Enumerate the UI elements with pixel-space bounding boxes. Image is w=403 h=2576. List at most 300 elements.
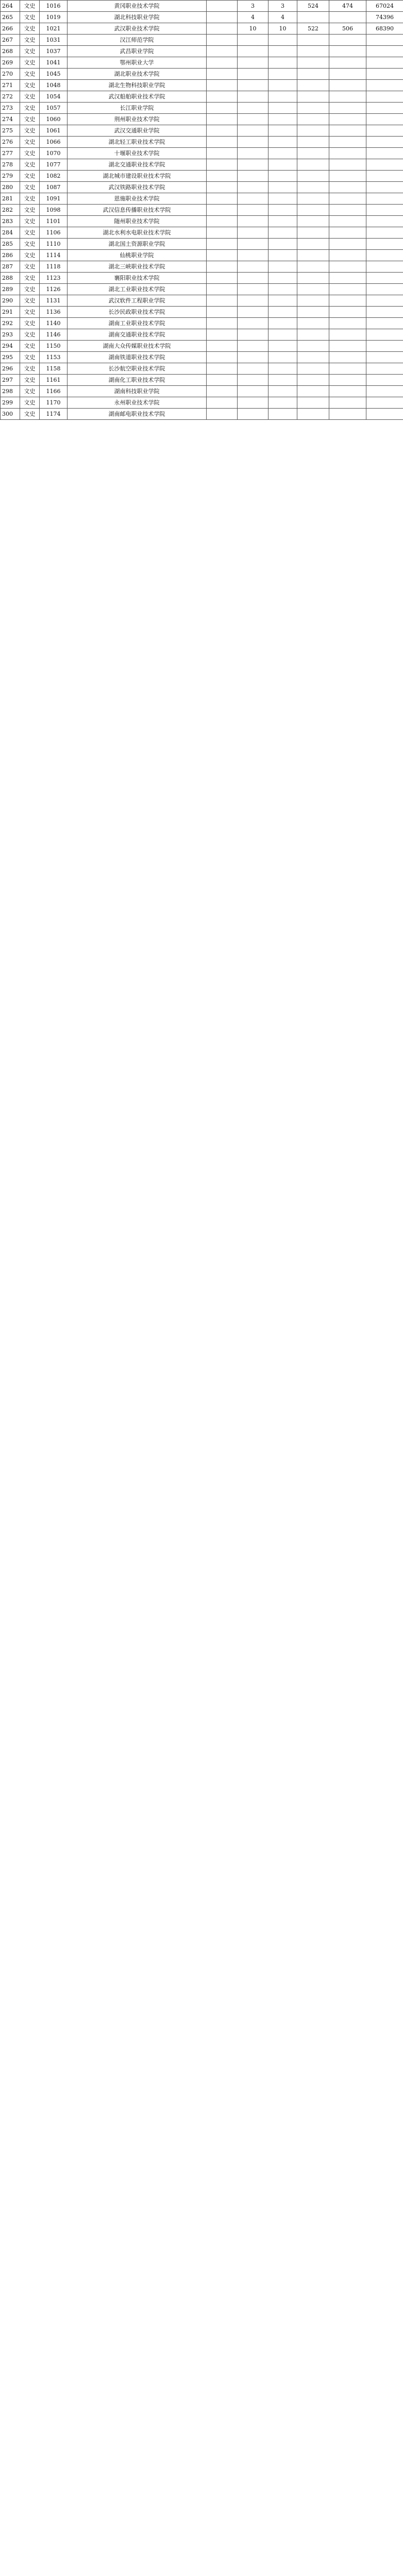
school-code-cell: 1150: [40, 341, 68, 352]
col-7-cell: [268, 318, 297, 329]
school-code-cell: 1170: [40, 397, 68, 409]
col-7-cell: [268, 409, 297, 420]
col-6-cell: [238, 91, 268, 103]
col-9-cell: [329, 12, 366, 23]
col-8-cell: [297, 318, 329, 329]
school-code-cell: 1060: [40, 114, 68, 125]
row-index-cell: 282: [1, 205, 20, 216]
school-code-cell: 1140: [40, 318, 68, 329]
subject-type-cell: 文史: [20, 159, 40, 171]
table-row: [1, 273, 403, 284]
subject-type-cell: 文史: [20, 182, 40, 193]
col-5-cell: [207, 69, 238, 80]
col-6-cell: [238, 307, 268, 318]
row-index-cell: 287: [1, 261, 20, 273]
col-9-cell: [329, 69, 366, 80]
school-code-cell: 1021: [40, 23, 68, 35]
col-6-cell: [238, 295, 268, 307]
col-6-cell: [238, 227, 268, 239]
school-code-cell: 1057: [40, 103, 68, 114]
school-code-cell: 1110: [40, 239, 68, 250]
school-name-cell: 湖北工业职业技术学院: [68, 284, 207, 295]
col-10-cell: [366, 409, 403, 420]
school-code-cell: 1048: [40, 80, 68, 91]
table-row: [1, 148, 403, 159]
school-name-cell: 湖北三峡职业技术学院: [68, 261, 207, 273]
col-7-cell: [268, 35, 297, 46]
col-9-cell: [329, 284, 366, 295]
subject-type-cell: 文史: [20, 375, 40, 386]
col-8-cell: 522: [297, 23, 329, 35]
table-row: [1, 159, 403, 171]
col-10-cell: 74396: [366, 12, 403, 23]
subject-type-cell: 文史: [20, 103, 40, 114]
subject-type-cell: 文史: [20, 216, 40, 227]
school-code-cell: 1037: [40, 46, 68, 57]
col-9-cell: [329, 261, 366, 273]
col-8-cell: [297, 250, 329, 261]
col-7-cell: [268, 125, 297, 137]
col-7-cell: [268, 386, 297, 397]
col-9-cell: [329, 148, 366, 159]
row-index-cell: 274: [1, 114, 20, 125]
col-6-cell: [238, 318, 268, 329]
col-5-cell: [207, 23, 238, 35]
col-6-cell: [238, 171, 268, 182]
col-9-cell: [329, 46, 366, 57]
col-7-cell: [268, 216, 297, 227]
row-index-cell: 265: [1, 12, 20, 23]
col-8-cell: [297, 386, 329, 397]
col-10-cell: [366, 80, 403, 91]
col-8-cell: [297, 193, 329, 205]
col-7-cell: [268, 329, 297, 341]
col-6-cell: [238, 137, 268, 148]
subject-type-cell: 文史: [20, 125, 40, 137]
school-code-cell: 1126: [40, 284, 68, 295]
table-body: [1, 1, 403, 420]
col-9-cell: [329, 409, 366, 420]
col-7-cell: [268, 193, 297, 205]
col-8-cell: [297, 125, 329, 137]
col-6-cell: [238, 375, 268, 386]
col-8-cell: [297, 239, 329, 250]
col-10-cell: [366, 261, 403, 273]
school-code-cell: 1158: [40, 363, 68, 375]
school-code-cell: 1166: [40, 386, 68, 397]
col-7-cell: [268, 341, 297, 352]
school-name-cell: 湖北生物科技职业学院: [68, 80, 207, 91]
subject-type-cell: 文史: [20, 273, 40, 284]
row-index-cell: 297: [1, 375, 20, 386]
col-5-cell: [207, 227, 238, 239]
school-name-cell: 汉江师范学院: [68, 35, 207, 46]
col-10-cell: [366, 250, 403, 261]
school-name-cell: 湖南工业职业技术学院: [68, 318, 207, 329]
col-8-cell: [297, 216, 329, 227]
col-9-cell: [329, 193, 366, 205]
table-row: [1, 239, 403, 250]
school-name-cell: 湖南大众传媒职业技术学院: [68, 341, 207, 352]
col-5-cell: [207, 307, 238, 318]
col-5-cell: [207, 35, 238, 46]
col-5-cell: [207, 1, 238, 12]
school-name-cell: 武汉铁路职业技术学院: [68, 182, 207, 193]
col-8-cell: [297, 182, 329, 193]
school-name-cell: 长沙航空职业技术学院: [68, 363, 207, 375]
school-code-cell: 1174: [40, 409, 68, 420]
col-7-cell: [268, 69, 297, 80]
school-code-cell: 1153: [40, 352, 68, 363]
subject-type-cell: 文史: [20, 91, 40, 103]
col-8-cell: [297, 341, 329, 352]
col-5-cell: [207, 12, 238, 23]
col-8-cell: [297, 159, 329, 171]
row-index-cell: 292: [1, 318, 20, 329]
subject-type-cell: 文史: [20, 46, 40, 57]
col-6-cell: [238, 193, 268, 205]
col-8-cell: [297, 329, 329, 341]
col-7-cell: [268, 363, 297, 375]
school-name-cell: 湖北水利水电职业技术学院: [68, 227, 207, 239]
row-index-cell: 273: [1, 103, 20, 114]
col-9-cell: [329, 250, 366, 261]
col-7-cell: [268, 46, 297, 57]
col-6-cell: [238, 239, 268, 250]
row-index-cell: 264: [1, 1, 20, 12]
row-index-cell: 281: [1, 193, 20, 205]
subject-type-cell: 文史: [20, 12, 40, 23]
school-code-cell: 1016: [40, 1, 68, 12]
col-10-cell: [366, 307, 403, 318]
subject-type-cell: 文史: [20, 205, 40, 216]
table-row: [1, 329, 403, 341]
col-6-cell: [238, 80, 268, 91]
col-7-cell: 10: [268, 23, 297, 35]
table-row: [1, 295, 403, 307]
row-index-cell: 290: [1, 295, 20, 307]
col-6-cell: [238, 57, 268, 69]
table-row: [1, 409, 403, 420]
row-index-cell: 284: [1, 227, 20, 239]
col-5-cell: [207, 239, 238, 250]
col-9-cell: [329, 227, 366, 239]
col-8-cell: [297, 409, 329, 420]
col-9-cell: [329, 216, 366, 227]
school-name-cell: 湖北轻工职业技术学院: [68, 137, 207, 148]
school-name-cell: 湖北城市建设职业技术学院: [68, 171, 207, 182]
col-9-cell: [329, 91, 366, 103]
row-index-cell: 299: [1, 397, 20, 409]
col-10-cell: [366, 239, 403, 250]
col-10-cell: [366, 386, 403, 397]
col-6-cell: [238, 35, 268, 46]
col-7-cell: [268, 261, 297, 273]
school-name-cell: 荆州职业技术学院: [68, 114, 207, 125]
col-6-cell: [238, 216, 268, 227]
col-7-cell: [268, 307, 297, 318]
row-index-cell: 266: [1, 23, 20, 35]
col-5-cell: [207, 137, 238, 148]
school-name-cell: 永州职业技术学院: [68, 397, 207, 409]
row-index-cell: 275: [1, 125, 20, 137]
table-row: [1, 375, 403, 386]
col-7-cell: [268, 352, 297, 363]
col-10-cell: [366, 35, 403, 46]
col-9-cell: [329, 352, 366, 363]
school-code-cell: 1061: [40, 125, 68, 137]
row-index-cell: 295: [1, 352, 20, 363]
subject-type-cell: 文史: [20, 239, 40, 250]
school-name-cell: 随州职业技术学院: [68, 216, 207, 227]
school-name-cell: 湖北科技职业学院: [68, 12, 207, 23]
table-row: [1, 91, 403, 103]
table-row: [1, 103, 403, 114]
table-row: [1, 193, 403, 205]
subject-type-cell: 文史: [20, 193, 40, 205]
col-5-cell: [207, 80, 238, 91]
col-8-cell: 524: [297, 1, 329, 12]
table-row: [1, 284, 403, 295]
school-code-cell: 1066: [40, 137, 68, 148]
col-5-cell: [207, 91, 238, 103]
col-8-cell: [297, 103, 329, 114]
col-8-cell: [297, 114, 329, 125]
table-row: [1, 69, 403, 80]
col-10-cell: [366, 318, 403, 329]
row-index-cell: 277: [1, 148, 20, 159]
col-8-cell: [297, 69, 329, 80]
school-code-cell: 1136: [40, 307, 68, 318]
subject-type-cell: 文史: [20, 137, 40, 148]
school-name-cell: 湖南化工职业技术学院: [68, 375, 207, 386]
school-code-cell: 1077: [40, 159, 68, 171]
col-5-cell: [207, 386, 238, 397]
school-name-cell: 恩施职业技术学院: [68, 193, 207, 205]
col-6-cell: [238, 341, 268, 352]
subject-type-cell: 文史: [20, 148, 40, 159]
col-8-cell: [297, 273, 329, 284]
col-5-cell: [207, 46, 238, 57]
table-row: [1, 23, 403, 35]
school-name-cell: 湖南铁道职业技术学院: [68, 352, 207, 363]
col-10-cell: [366, 375, 403, 386]
school-code-cell: 1091: [40, 193, 68, 205]
row-index-cell: 270: [1, 69, 20, 80]
col-8-cell: [297, 397, 329, 409]
col-10-cell: [366, 193, 403, 205]
row-index-cell: 296: [1, 363, 20, 375]
col-10-cell: [366, 103, 403, 114]
subject-type-cell: 文史: [20, 295, 40, 307]
col-10-cell: 67024: [366, 1, 403, 12]
col-8-cell: [297, 91, 329, 103]
school-code-cell: 1118: [40, 261, 68, 273]
col-5-cell: [207, 284, 238, 295]
school-code-cell: 1054: [40, 91, 68, 103]
col-7-cell: [268, 103, 297, 114]
col-9-cell: [329, 125, 366, 137]
subject-type-cell: 文史: [20, 80, 40, 91]
table-row: [1, 137, 403, 148]
col-6-cell: [238, 352, 268, 363]
subject-type-cell: 文史: [20, 227, 40, 239]
col-6-cell: [238, 69, 268, 80]
col-9-cell: 506: [329, 23, 366, 35]
school-name-cell: 湖南邮电职业技术学院: [68, 409, 207, 420]
col-9-cell: [329, 375, 366, 386]
col-8-cell: [297, 284, 329, 295]
subject-type-cell: 文史: [20, 329, 40, 341]
col-10-cell: [366, 91, 403, 103]
row-index-cell: 272: [1, 91, 20, 103]
col-10-cell: [366, 46, 403, 57]
table-row: [1, 318, 403, 329]
row-index-cell: 293: [1, 329, 20, 341]
row-index-cell: 298: [1, 386, 20, 397]
row-index-cell: 283: [1, 216, 20, 227]
col-8-cell: [297, 35, 329, 46]
col-6-cell: [238, 409, 268, 420]
col-9-cell: [329, 137, 366, 148]
col-7-cell: [268, 137, 297, 148]
school-code-cell: 1146: [40, 329, 68, 341]
school-name-cell: 武汉信息传播职业技术学院: [68, 205, 207, 216]
col-7-cell: [268, 159, 297, 171]
col-10-cell: [366, 137, 403, 148]
table-row: [1, 125, 403, 137]
subject-type-cell: 文史: [20, 114, 40, 125]
col-7-cell: [268, 148, 297, 159]
school-name-cell: 长沙民政职业技术学院: [68, 307, 207, 318]
col-7-cell: [268, 284, 297, 295]
col-10-cell: 68390: [366, 23, 403, 35]
subject-type-cell: 文史: [20, 307, 40, 318]
table-row: [1, 397, 403, 409]
col-6-cell: [238, 148, 268, 159]
row-index-cell: 286: [1, 250, 20, 261]
subject-type-cell: 文史: [20, 352, 40, 363]
table-row: [1, 227, 403, 239]
col-10-cell: [366, 216, 403, 227]
col-5-cell: [207, 329, 238, 341]
col-9-cell: [329, 171, 366, 182]
row-index-cell: 285: [1, 239, 20, 250]
col-6-cell: [238, 284, 268, 295]
school-code-cell: 1098: [40, 205, 68, 216]
col-10-cell: [366, 295, 403, 307]
col-5-cell: [207, 295, 238, 307]
school-name-cell: 鄂州职业大学: [68, 57, 207, 69]
col-10-cell: [366, 273, 403, 284]
col-5-cell: [207, 205, 238, 216]
col-6-cell: [238, 397, 268, 409]
table-row: [1, 57, 403, 69]
col-8-cell: [297, 148, 329, 159]
subject-type-cell: 文史: [20, 23, 40, 35]
col-7-cell: [268, 114, 297, 125]
col-9-cell: [329, 35, 366, 46]
school-name-cell: 湖北国土资源职业学院: [68, 239, 207, 250]
col-7-cell: [268, 80, 297, 91]
col-9-cell: [329, 363, 366, 375]
col-9-cell: [329, 57, 366, 69]
col-9-cell: [329, 386, 366, 397]
col-8-cell: [297, 171, 329, 182]
col-10-cell: [366, 284, 403, 295]
table-row: [1, 80, 403, 91]
col-5-cell: [207, 171, 238, 182]
col-10-cell: [366, 227, 403, 239]
col-8-cell: [297, 375, 329, 386]
col-10-cell: [366, 205, 403, 216]
subject-type-cell: 文史: [20, 318, 40, 329]
school-code-cell: 1123: [40, 273, 68, 284]
col-10-cell: [366, 57, 403, 69]
subject-type-cell: 文史: [20, 341, 40, 352]
col-10-cell: [366, 341, 403, 352]
col-10-cell: [366, 171, 403, 182]
col-6-cell: [238, 182, 268, 193]
school-code-cell: 1070: [40, 148, 68, 159]
school-name-cell: 武汉交通职业学院: [68, 125, 207, 137]
col-8-cell: [297, 363, 329, 375]
col-9-cell: 474: [329, 1, 366, 12]
subject-type-cell: 文史: [20, 409, 40, 420]
school-name-cell: 武汉船舶职业技术学院: [68, 91, 207, 103]
col-6-cell: [238, 329, 268, 341]
col-5-cell: [207, 193, 238, 205]
col-8-cell: [297, 352, 329, 363]
table-row: [1, 35, 403, 46]
row-index-cell: 269: [1, 57, 20, 69]
col-6-cell: [238, 46, 268, 57]
school-code-cell: 1031: [40, 35, 68, 46]
col-7-cell: [268, 397, 297, 409]
col-9-cell: [329, 307, 366, 318]
row-index-cell: 280: [1, 182, 20, 193]
col-9-cell: [329, 182, 366, 193]
col-6-cell: [238, 205, 268, 216]
col-6-cell: [238, 250, 268, 261]
col-7-cell: [268, 250, 297, 261]
row-index-cell: 278: [1, 159, 20, 171]
col-10-cell: [366, 397, 403, 409]
school-name-cell: 黄冈职业技术学院: [68, 1, 207, 12]
col-10-cell: [366, 159, 403, 171]
table-row: [1, 250, 403, 261]
col-6-cell: [238, 273, 268, 284]
school-code-cell: 1131: [40, 295, 68, 307]
school-name-cell: 襄阳职业技术学院: [68, 273, 207, 284]
col-7-cell: [268, 375, 297, 386]
col-6-cell: [238, 125, 268, 137]
col-5-cell: [207, 114, 238, 125]
school-name-cell: 武昌职业学院: [68, 46, 207, 57]
school-name-cell: 仙桃职业学院: [68, 250, 207, 261]
col-7-cell: [268, 205, 297, 216]
col-5-cell: [207, 250, 238, 261]
school-code-cell: 1101: [40, 216, 68, 227]
col-5-cell: [207, 375, 238, 386]
school-name-cell: 湖北交通职业技术学院: [68, 159, 207, 171]
table-row: [1, 352, 403, 363]
school-code-cell: 1114: [40, 250, 68, 261]
col-7-cell: [268, 171, 297, 182]
col-6-cell: [238, 363, 268, 375]
subject-type-cell: 文史: [20, 284, 40, 295]
col-5-cell: [207, 363, 238, 375]
